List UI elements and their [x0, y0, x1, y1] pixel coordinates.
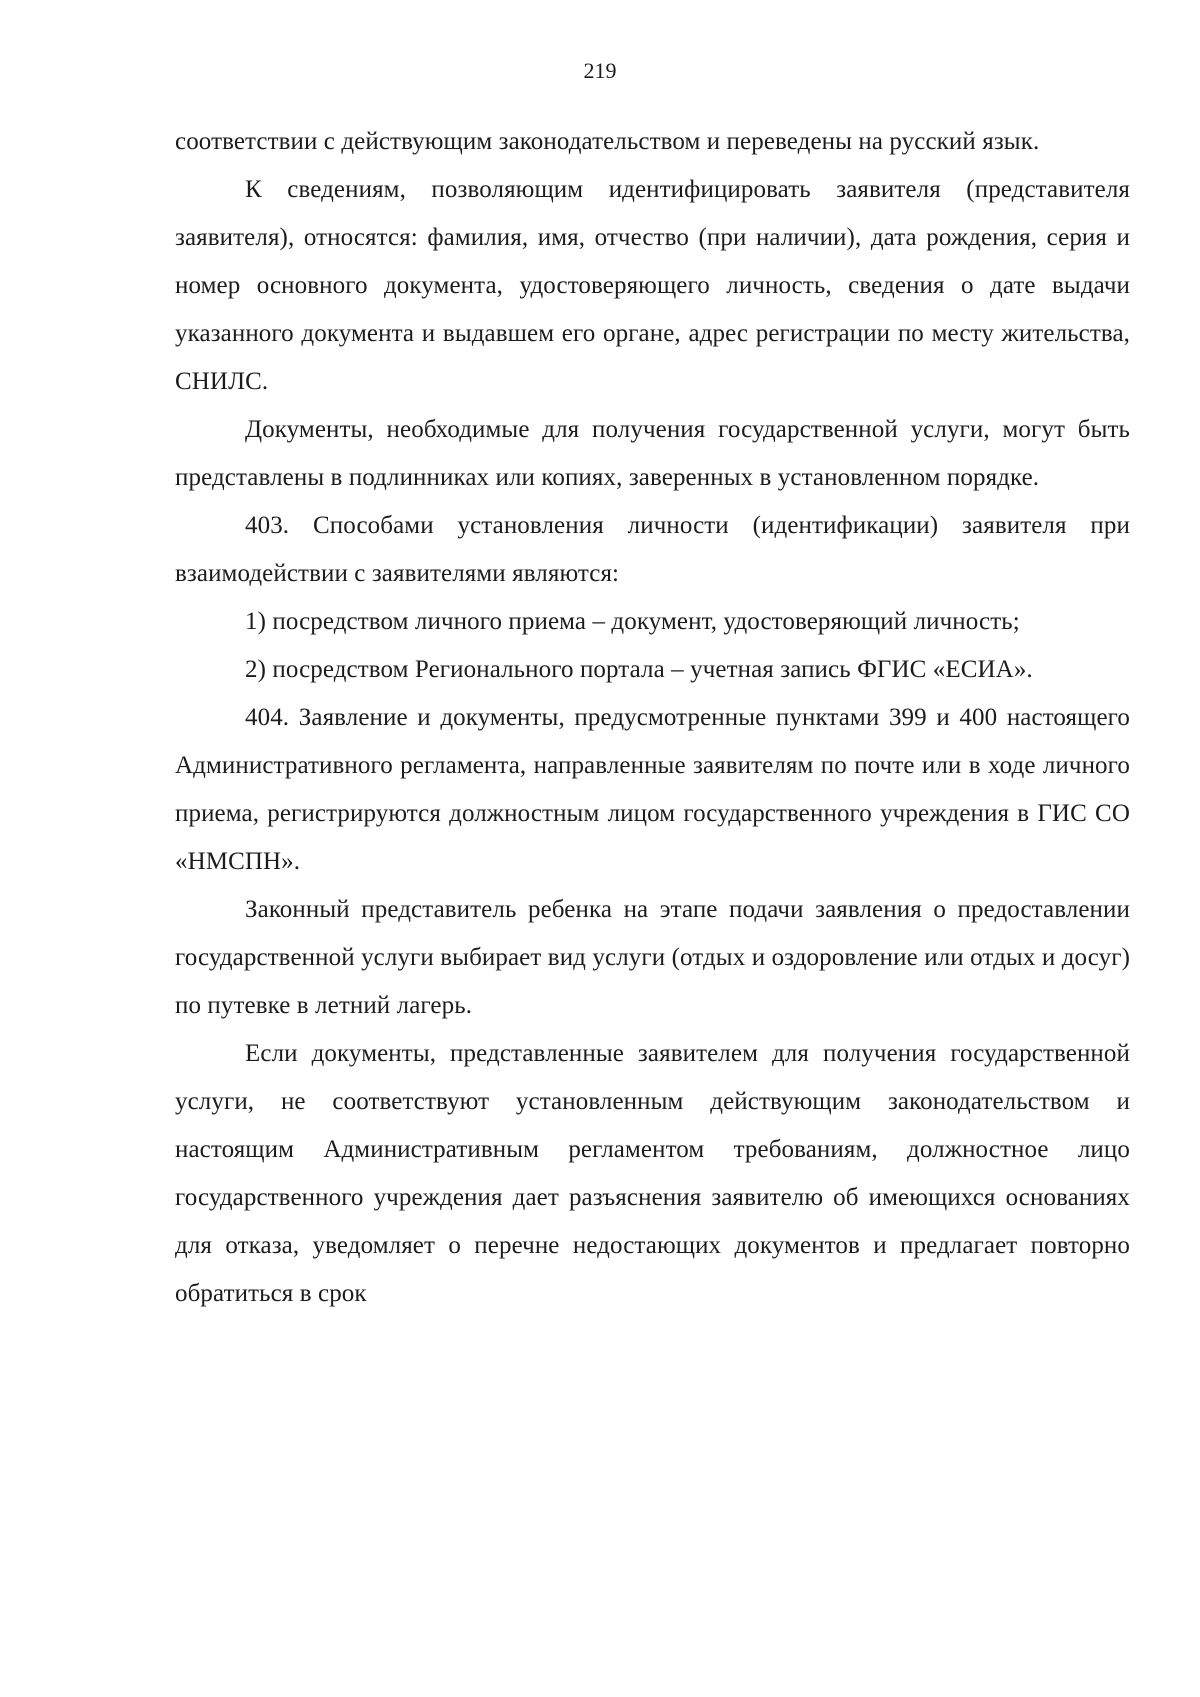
paragraph-identification-data: К сведениям, позволяющим идентифицировать заявителя (представителя заявителя), относятся: фамилия, имя, отчество (при наличии), дата рождения, серия и номер основного документа, удостоверяющего личность, сведения о дате выдачи указанного документа и выдавшем его органе, адрес регистрации по месту жительства, СНИЛС. [175, 176, 1130, 395]
paragraph-documents-mismatch: Если документы, представленные заявителем для получения государственной услуги, не соответствуют установленным действующим законодательством и настоящим Административным регламентом требованиям, должностное лицо государственного учреждения дает разъяснения заявителю об имеющихся основаниях для отказа, уведомляет о перечне недостающих документов и предлагает повторно обратиться в срок [175, 1040, 1130, 1307]
paragraph-legal-representative: Законный представитель ребенка на этапе подачи заявления о предоставлении государственной услуги выбирает вид услуги (отдых и оздоровление или отдых и досуг) по путевке в летний лагерь. [175, 896, 1130, 1019]
paragraph-continuation: соответствии с действующим законодательством и переведены на русский язык. [175, 128, 1040, 155]
paragraph-404: 404. Заявление и документы, предусмотренные пунктами 399 и 400 настоящего Административного регламента, направленные заявителям по почте или в ходе личного приема, регистрируются должностным лицом государственного учреждения в ГИС СО «НМСПН». [175, 704, 1130, 875]
list-item-2: 2) посредством Регионального портала – учетная запись ФГИС «ЕСИА». [245, 656, 1033, 683]
list-item-1: 1) посредством личного приема – документ, удостоверяющий личность; [245, 608, 1020, 635]
paragraph-documents-originals: Документы, необходимые для получения государственной услуги, могут быть представлены в подлинниках или копиях, заверенных в установленном порядке. [175, 416, 1130, 491]
paragraph-403: 403. Способами установления личности (идентификации) заявителя при взаимодействии с заявителями являются: [175, 512, 1130, 587]
page-number: 219 [583, 58, 617, 83]
document-body [175, 118, 1130, 1318]
